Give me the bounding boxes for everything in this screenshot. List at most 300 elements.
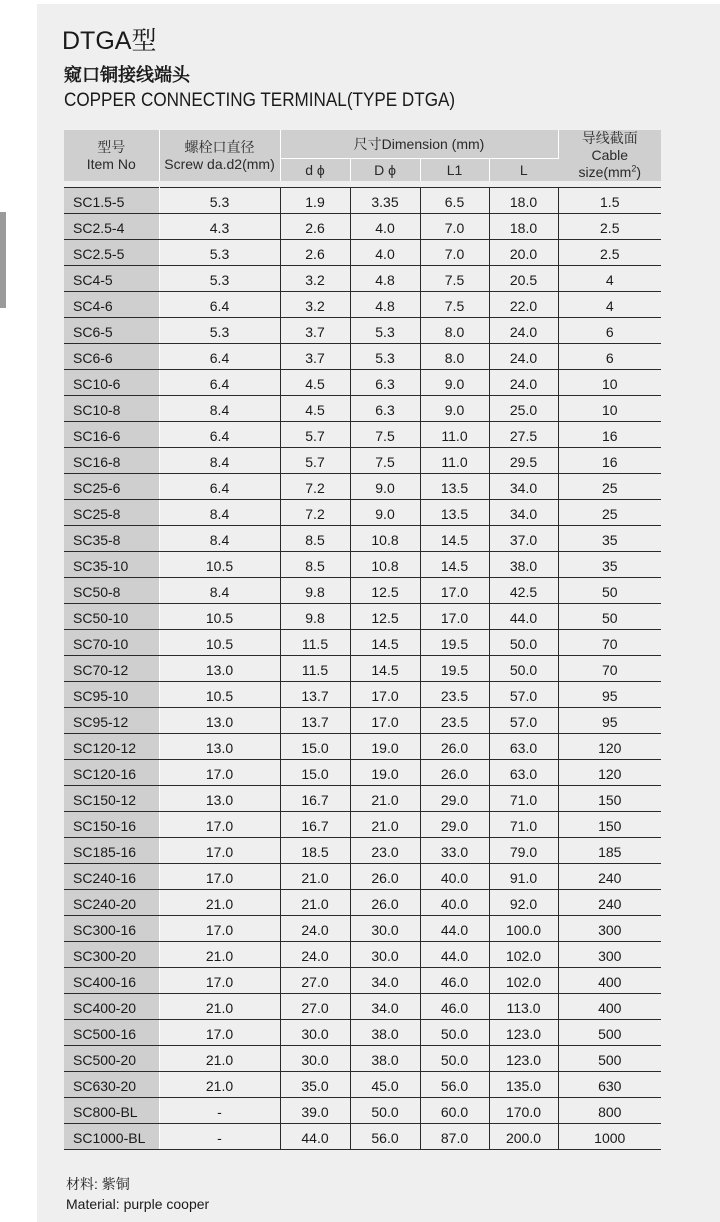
- cell-L: 50.0: [489, 630, 558, 656]
- cell-item-no: SC120-16: [64, 760, 159, 786]
- cell-L1: 11.0: [420, 448, 489, 474]
- material-note-en: Material: purple cooper: [66, 1196, 210, 1212]
- cell-L: 24.0: [489, 318, 558, 344]
- cell-d-phi: 13.7: [280, 682, 350, 708]
- cell-L: 27.5: [489, 422, 558, 448]
- cell-D-phi: 6.3: [350, 370, 420, 396]
- table-row: [64, 552, 661, 578]
- cell-item-no: SC2.5-4: [64, 214, 159, 240]
- cell-D-phi: 17.0: [350, 708, 420, 734]
- cell-d-phi: 3.7: [280, 318, 350, 344]
- table-row: [64, 344, 661, 370]
- spec-table: [64, 130, 661, 1150]
- cell-screw: 17.0: [159, 760, 280, 786]
- header-cable-en: Cable $size(mm^2)$: [578, 147, 642, 180]
- cell-cable-size: 120: [558, 760, 661, 786]
- table-row: [64, 474, 661, 500]
- cell-screw: 21.0: [159, 942, 280, 968]
- cell-item-no: SC240-16: [64, 864, 159, 890]
- table-row: [64, 994, 661, 1020]
- cell-screw: 13.0: [159, 656, 280, 682]
- cell-screw: 8.4: [159, 396, 280, 422]
- cell-cable-size: 25: [558, 474, 661, 500]
- header-dimension: 尺寸Dimension (mm): [280, 130, 558, 159]
- cell-L: 100.0: [489, 916, 558, 942]
- cell-L: 24.0: [489, 370, 558, 396]
- cell-D-phi: 9.0: [350, 500, 420, 526]
- cell-L: 37.0: [489, 526, 558, 552]
- header-D-phi: D ϕ: [350, 159, 420, 182]
- cell-cable-size: 95: [558, 682, 661, 708]
- cell-screw: 5.3: [159, 318, 280, 344]
- cell-D-phi: 19.0: [350, 734, 420, 760]
- table-row: [64, 318, 661, 344]
- cell-d-phi: 44.0: [280, 1124, 350, 1150]
- cell-L1: 14.5: [420, 526, 489, 552]
- cell-cable-size: 35: [558, 552, 661, 578]
- cell-L: 71.0: [489, 812, 558, 838]
- cell-D-phi: 9.0: [350, 474, 420, 500]
- cell-d-phi: 11.5: [280, 630, 350, 656]
- table-row: [64, 916, 661, 942]
- cell-d-phi: 9.8: [280, 604, 350, 630]
- cell-item-no: SC1.5-5: [64, 188, 159, 214]
- cell-D-phi: 14.5: [350, 656, 420, 682]
- subtitle-chinese: 窥口铜接线端头: [64, 65, 190, 85]
- cell-item-no: SC70-10: [64, 630, 159, 656]
- cell-L1: 40.0: [420, 890, 489, 916]
- cell-screw: 21.0: [159, 890, 280, 916]
- cell-screw: 21.0: [159, 1072, 280, 1098]
- cell-screw: 10.5: [159, 552, 280, 578]
- cell-item-no: SC10-8: [64, 396, 159, 422]
- cell-item-no: SC16-8: [64, 448, 159, 474]
- cell-screw: 8.4: [159, 448, 280, 474]
- table-row: [64, 864, 661, 890]
- cell-D-phi: 30.0: [350, 942, 420, 968]
- cell-d-phi: 27.0: [280, 994, 350, 1020]
- table-row: [64, 942, 661, 968]
- cell-L: 18.0: [489, 188, 558, 214]
- cell-cable-size: 70: [558, 630, 661, 656]
- cell-d-phi: 15.0: [280, 734, 350, 760]
- cell-cable-size: 95: [558, 708, 661, 734]
- cell-cable-size: 2.5: [558, 240, 661, 266]
- table-row: [64, 734, 661, 760]
- cell-screw: 10.5: [159, 630, 280, 656]
- cell-d-phi: 39.0: [280, 1098, 350, 1124]
- header-screw-cn: 螺栓口直径: [184, 138, 255, 155]
- cell-screw: -: [159, 1098, 280, 1124]
- cell-item-no: SC35-8: [64, 526, 159, 552]
- cell-L1: 26.0: [420, 734, 489, 760]
- cell-D-phi: 4.0: [350, 214, 420, 240]
- cell-D-phi: 3.35: [350, 188, 420, 214]
- cell-screw: 17.0: [159, 864, 280, 890]
- header-screw-en: Screw da.d2(mm): [164, 155, 275, 172]
- cell-L1: 29.0: [420, 786, 489, 812]
- table-row: [64, 422, 661, 448]
- cell-L1: 29.0: [420, 812, 489, 838]
- cell-L: 200.0: [489, 1124, 558, 1150]
- table-row: [64, 1046, 661, 1072]
- cell-item-no: SC6-5: [64, 318, 159, 344]
- cell-item-no: SC10-6: [64, 370, 159, 396]
- cell-D-phi: 50.0: [350, 1098, 420, 1124]
- cell-screw: 17.0: [159, 812, 280, 838]
- cell-cable-size: 500: [558, 1046, 661, 1072]
- cell-cable-size: 35: [558, 526, 661, 552]
- table-row: [64, 604, 661, 630]
- cell-item-no: SC50-8: [64, 578, 159, 604]
- table-row: [64, 1124, 661, 1150]
- cell-item-no: SC400-20: [64, 994, 159, 1020]
- cell-item-no: SC630-20: [64, 1072, 159, 1098]
- cell-item-no: SC35-10: [64, 552, 159, 578]
- cell-screw: 5.3: [159, 266, 280, 292]
- table-row: [64, 526, 661, 552]
- cell-cable-size: 240: [558, 864, 661, 890]
- cell-cable-size: 50: [558, 578, 661, 604]
- table-row: [64, 760, 661, 786]
- cell-L1: 6.5: [420, 188, 489, 214]
- cell-screw: 8.4: [159, 526, 280, 552]
- cell-L1: 33.0: [420, 838, 489, 864]
- page-edge-mark: [0, 212, 6, 308]
- cell-cable-size: 400: [558, 994, 661, 1020]
- cell-cable-size: 6: [558, 318, 661, 344]
- cell-L1: 7.0: [420, 240, 489, 266]
- cell-d-phi: 7.2: [280, 474, 350, 500]
- cell-d-phi: 24.0: [280, 942, 350, 968]
- cell-d-phi: 16.7: [280, 812, 350, 838]
- cell-L: 123.0: [489, 1020, 558, 1046]
- cell-L1: 7.5: [420, 292, 489, 318]
- table-row: [64, 188, 661, 214]
- cell-L: 63.0: [489, 734, 558, 760]
- cell-L1: 44.0: [420, 942, 489, 968]
- header-L1: L1: [420, 159, 489, 182]
- cell-D-phi: 21.0: [350, 786, 420, 812]
- cell-d-phi: 16.7: [280, 786, 350, 812]
- cell-D-phi: 5.3: [350, 344, 420, 370]
- cell-D-phi: 10.8: [350, 526, 420, 552]
- cell-L1: 23.5: [420, 682, 489, 708]
- cell-D-phi: 26.0: [350, 864, 420, 890]
- cell-item-no: SC240-20: [64, 890, 159, 916]
- cell-cable-size: 6: [558, 344, 661, 370]
- cell-item-no: SC1000-BL: [64, 1124, 159, 1150]
- cell-cable-size: 16: [558, 448, 661, 474]
- header-L: L: [489, 159, 558, 182]
- cell-screw: 17.0: [159, 1020, 280, 1046]
- cell-item-no: SC185-16: [64, 838, 159, 864]
- table-row: [64, 630, 661, 656]
- cell-screw: 6.4: [159, 370, 280, 396]
- cell-cable-size: 1000: [558, 1124, 661, 1150]
- cell-cable-size: 630: [558, 1072, 661, 1098]
- cell-L: 170.0: [489, 1098, 558, 1124]
- cell-item-no: SC4-6: [64, 292, 159, 318]
- cell-d-phi: 13.7: [280, 708, 350, 734]
- cell-cable-size: 300: [558, 942, 661, 968]
- cell-item-no: SC16-6: [64, 422, 159, 448]
- cell-D-phi: 26.0: [350, 890, 420, 916]
- cell-L: 92.0: [489, 890, 558, 916]
- cell-L: 25.0: [489, 396, 558, 422]
- cell-d-phi: 8.5: [280, 552, 350, 578]
- cell-cable-size: 300: [558, 916, 661, 942]
- cell-D-phi: 4.8: [350, 292, 420, 318]
- cell-L1: 19.5: [420, 656, 489, 682]
- cell-cable-size: 800: [558, 1098, 661, 1124]
- cell-cable-size: 120: [558, 734, 661, 760]
- cell-L1: 7.0: [420, 214, 489, 240]
- cell-d-phi: 18.5: [280, 838, 350, 864]
- material-note-cn: 材料: 紫铜: [66, 1176, 130, 1192]
- cell-item-no: SC25-8: [64, 500, 159, 526]
- cell-L: 91.0: [489, 864, 558, 890]
- header-item-no: [64, 130, 159, 181]
- cell-cable-size: 25: [558, 500, 661, 526]
- cell-L: 102.0: [489, 942, 558, 968]
- cell-cable-size: 16: [558, 422, 661, 448]
- cell-d-phi: 3.7: [280, 344, 350, 370]
- cell-screw: 17.0: [159, 838, 280, 864]
- cell-L1: 44.0: [420, 916, 489, 942]
- table-row: [64, 292, 661, 318]
- cell-item-no: SC6-6: [64, 344, 159, 370]
- cell-cable-size: 500: [558, 1020, 661, 1046]
- cell-screw: 4.3: [159, 214, 280, 240]
- cell-cable-size: 70: [558, 656, 661, 682]
- table-row: [64, 266, 661, 292]
- cell-L: 135.0: [489, 1072, 558, 1098]
- table-row: [64, 240, 661, 266]
- cell-L1: 56.0: [420, 1072, 489, 1098]
- cell-L1: 19.5: [420, 630, 489, 656]
- cell-item-no: SC500-16: [64, 1020, 159, 1046]
- cell-L: 79.0: [489, 838, 558, 864]
- cell-L1: 46.0: [420, 994, 489, 1020]
- cell-L1: 14.5: [420, 552, 489, 578]
- cell-d-phi: 5.7: [280, 448, 350, 474]
- cell-screw: 10.5: [159, 604, 280, 630]
- cell-screw: 8.4: [159, 500, 280, 526]
- table-row: [64, 786, 661, 812]
- cell-D-phi: 12.5: [350, 578, 420, 604]
- cell-item-no: SC150-16: [64, 812, 159, 838]
- cell-d-phi: 21.0: [280, 864, 350, 890]
- cell-screw: 6.4: [159, 292, 280, 318]
- cell-L1: 8.0: [420, 344, 489, 370]
- cell-cable-size: 185: [558, 838, 661, 864]
- cell-L: 71.0: [489, 786, 558, 812]
- cell-D-phi: 4.0: [350, 240, 420, 266]
- cell-screw: 17.0: [159, 916, 280, 942]
- cell-d-phi: 15.0: [280, 760, 350, 786]
- table-row: [64, 1020, 661, 1046]
- cell-screw: 6.4: [159, 422, 280, 448]
- cell-screw: -: [159, 1124, 280, 1150]
- cell-L: 34.0: [489, 500, 558, 526]
- cell-L1: 17.0: [420, 604, 489, 630]
- table-row: [64, 656, 661, 682]
- cell-L: 123.0: [489, 1046, 558, 1072]
- table-row: [64, 396, 661, 422]
- cell-screw: 13.0: [159, 734, 280, 760]
- cell-item-no: SC95-12: [64, 708, 159, 734]
- cell-item-no: SC800-BL: [64, 1098, 159, 1124]
- table-row: [64, 214, 661, 240]
- cell-D-phi: 12.5: [350, 604, 420, 630]
- cell-d-phi: 30.0: [280, 1046, 350, 1072]
- cell-cable-size: 10: [558, 370, 661, 396]
- cell-cable-size: 240: [558, 890, 661, 916]
- cell-D-phi: 45.0: [350, 1072, 420, 1098]
- cell-screw: 6.4: [159, 474, 280, 500]
- cell-d-phi: 2.6: [280, 214, 350, 240]
- cell-d-phi: 24.0: [280, 916, 350, 942]
- subtitle-english: COPPER CONNECTING TERMINAL(TYPE DTGA): [64, 90, 456, 111]
- cell-D-phi: 5.3: [350, 318, 420, 344]
- cell-D-phi: 19.0: [350, 760, 420, 786]
- cell-D-phi: 34.0: [350, 968, 420, 994]
- cell-item-no: SC4-5: [64, 266, 159, 292]
- cell-D-phi: 10.8: [350, 552, 420, 578]
- cell-d-phi: 27.0: [280, 968, 350, 994]
- cell-L: 22.0: [489, 292, 558, 318]
- cell-screw: 21.0: [159, 1046, 280, 1072]
- cell-d-phi: 35.0: [280, 1072, 350, 1098]
- cell-cable-size: 150: [558, 786, 661, 812]
- cell-d-phi: 11.5: [280, 656, 350, 682]
- cell-d-phi: 2.6: [280, 240, 350, 266]
- cell-cable-size: 10: [558, 396, 661, 422]
- header-item-cn: 型号: [97, 138, 126, 155]
- page-title: DTGA型: [62, 27, 157, 55]
- cell-L: 113.0: [489, 994, 558, 1020]
- cell-L: 24.0: [489, 344, 558, 370]
- cell-D-phi: 38.0: [350, 1046, 420, 1072]
- cell-cable-size: 2.5: [558, 214, 661, 240]
- cell-item-no: SC500-20: [64, 1046, 159, 1072]
- cell-D-phi: 17.0: [350, 682, 420, 708]
- cell-screw: 21.0: [159, 994, 280, 1020]
- cell-D-phi: 23.0: [350, 838, 420, 864]
- cell-L1: 40.0: [420, 864, 489, 890]
- cell-screw: 5.3: [159, 188, 280, 214]
- cell-L1: 17.0: [420, 578, 489, 604]
- cell-D-phi: 7.5: [350, 448, 420, 474]
- header-cable-size: [558, 130, 661, 181]
- cell-L1: 8.0: [420, 318, 489, 344]
- cell-d-phi: 4.5: [280, 370, 350, 396]
- cell-d-phi: 4.5: [280, 396, 350, 422]
- cell-cable-size: 4: [558, 266, 661, 292]
- cell-L: 20.0: [489, 240, 558, 266]
- cell-L: 34.0: [489, 474, 558, 500]
- cell-L: 38.0: [489, 552, 558, 578]
- cell-item-no: SC300-16: [64, 916, 159, 942]
- cell-item-no: SC70-12: [64, 656, 159, 682]
- cell-d-phi: 3.2: [280, 292, 350, 318]
- cell-L: 20.5: [489, 266, 558, 292]
- table-row: [64, 812, 661, 838]
- cell-L1: 23.5: [420, 708, 489, 734]
- header-screw: [159, 130, 280, 181]
- cell-screw: 6.4: [159, 344, 280, 370]
- cell-item-no: SC95-10: [64, 682, 159, 708]
- table-row: [64, 708, 661, 734]
- table-row: [64, 448, 661, 474]
- cell-D-phi: 6.3: [350, 396, 420, 422]
- cell-L: 57.0: [489, 708, 558, 734]
- cell-item-no: SC120-12: [64, 734, 159, 760]
- header-cable-cn: 导线截面: [581, 130, 638, 146]
- cell-cable-size: 1.5: [558, 188, 661, 214]
- cell-d-phi: 5.7: [280, 422, 350, 448]
- cell-screw: 5.3: [159, 240, 280, 266]
- cell-item-no: SC300-20: [64, 942, 159, 968]
- cell-L: 29.5: [489, 448, 558, 474]
- cell-cable-size: 400: [558, 968, 661, 994]
- cell-L: 102.0: [489, 968, 558, 994]
- table-row: [64, 838, 661, 864]
- cell-D-phi: 4.8: [350, 266, 420, 292]
- cell-D-phi: 7.5: [350, 422, 420, 448]
- table-row: [64, 1098, 661, 1124]
- header-d-phi: d ϕ: [280, 159, 350, 182]
- table-row: [64, 682, 661, 708]
- cell-L1: 87.0: [420, 1124, 489, 1150]
- cell-D-phi: 38.0: [350, 1020, 420, 1046]
- cell-L: 18.0: [489, 214, 558, 240]
- cell-D-phi: 30.0: [350, 916, 420, 942]
- cell-L: 50.0: [489, 656, 558, 682]
- cell-d-phi: 1.9: [280, 188, 350, 214]
- cell-L1: 9.0: [420, 396, 489, 422]
- cell-L: 63.0: [489, 760, 558, 786]
- cell-d-phi: 8.5: [280, 526, 350, 552]
- table-row: [64, 370, 661, 396]
- cell-L: 44.0: [489, 604, 558, 630]
- table-row: [64, 1072, 661, 1098]
- cell-L1: 13.5: [420, 500, 489, 526]
- cell-L1: 13.5: [420, 474, 489, 500]
- cell-screw: 13.0: [159, 786, 280, 812]
- cell-screw: 10.5: [159, 682, 280, 708]
- header-item-en: Item No: [86, 155, 136, 172]
- cell-D-phi: 34.0: [350, 994, 420, 1020]
- table-row: [64, 578, 661, 604]
- cell-D-phi: 56.0: [350, 1124, 420, 1150]
- cell-item-no: SC50-10: [64, 604, 159, 630]
- cell-L1: 60.0: [420, 1098, 489, 1124]
- cell-item-no: SC400-16: [64, 968, 159, 994]
- cell-cable-size: 150: [558, 812, 661, 838]
- table-row: [64, 968, 661, 994]
- cell-L1: 26.0: [420, 760, 489, 786]
- cell-d-phi: 21.0: [280, 890, 350, 916]
- cell-cable-size: 4: [558, 292, 661, 318]
- cell-L1: 9.0: [420, 370, 489, 396]
- cell-d-phi: 9.8: [280, 578, 350, 604]
- cell-item-no: SC2.5-5: [64, 240, 159, 266]
- cell-L1: 11.0: [420, 422, 489, 448]
- cell-d-phi: 30.0: [280, 1020, 350, 1046]
- cell-d-phi: 3.2: [280, 266, 350, 292]
